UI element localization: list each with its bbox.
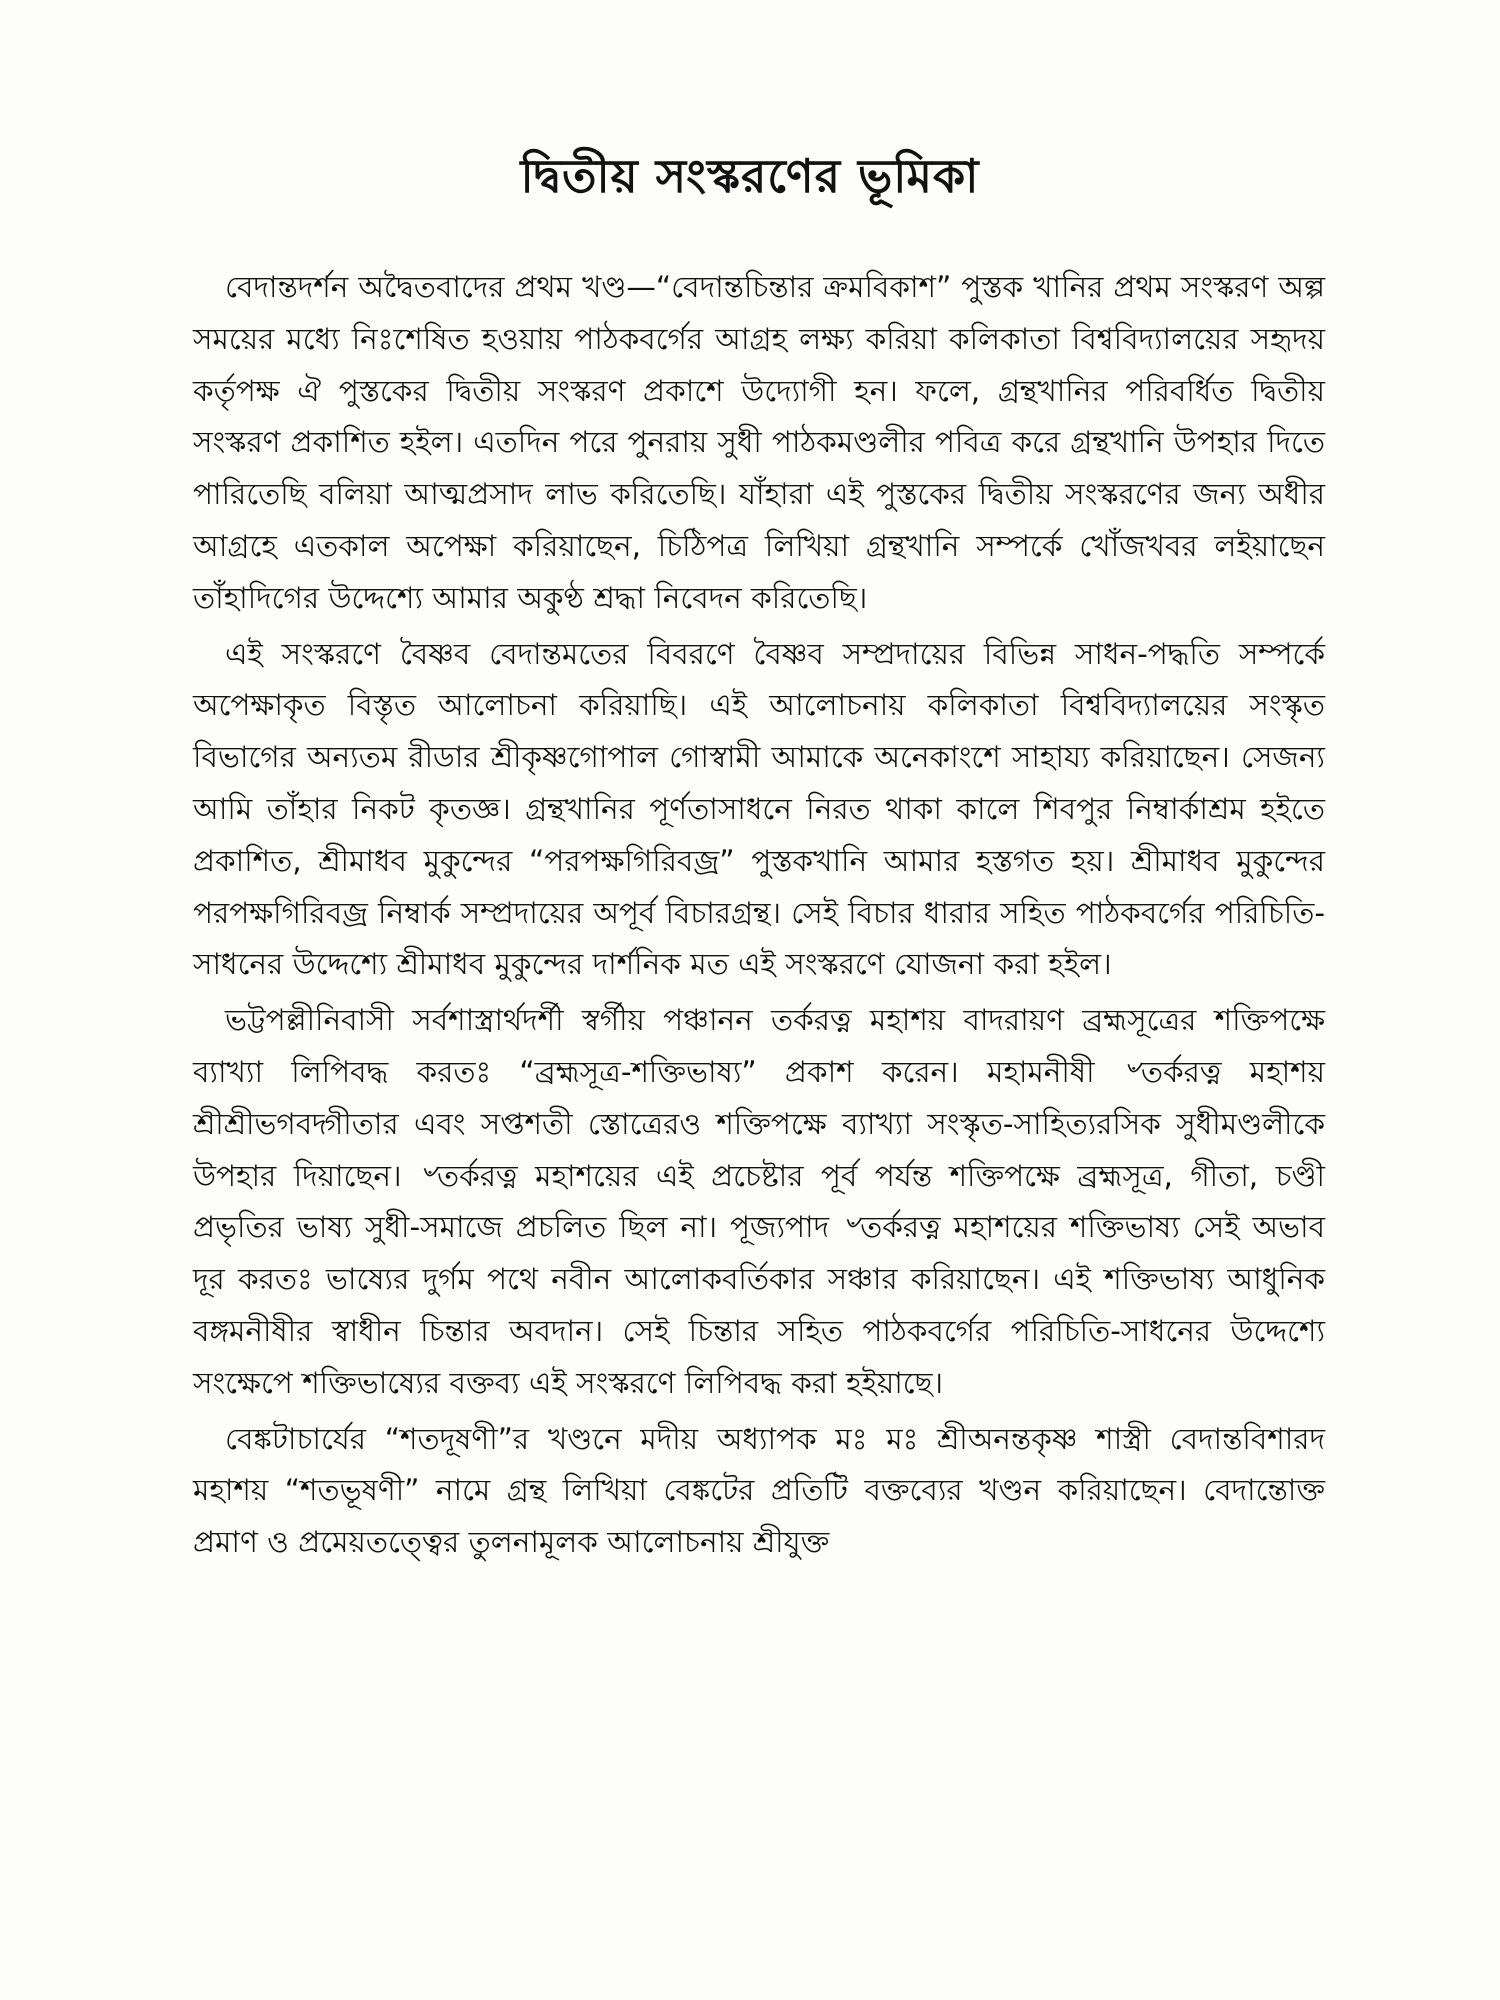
page-title: দ্বিতীয় সংস্করণের ভূমিকা <box>520 149 980 203</box>
body-text <box>193 262 1325 1573</box>
paragraph-1: বেদান্তদর্শন অদ্বৈতবাদের প্রথম খণ্ড—“বেদান্তচিন্তার ক্রমবিকাশ” পুস্তক খানির প্রথম সংস্করণ অল্প সময়ের মধ্যে নিঃশেষিত হওয়ায় পাঠকবর্গের আগ্রহ লক্ষ্য করিয়া কলিকাতা বিশ্ববিদ্যালয়ের সহৃদয় কর্তৃপক্ষ ঐ পুস্তকের দ্বিতীয় সংস্করণ প্রকাশে উদ্যোগী হন। ফলে, গ্রন্থখানির পরিবর্ধিত দ্বিতীয় সংস্করণ প্রকাশিত হইল। এতদিন পরে পুনরায় সুধী পাঠকমণ্ডলীর পবিত্র করে গ্রন্থখানি উপহার দিতে পারিতেছি বলিয়া আত্মপ্রসাদ লাভ করিতেছি। যাঁহারা এই পুস্তকের দ্বিতীয় সংস্করণের জন্য অধীর আগ্রহে এতকাল অপেক্ষা করিয়াছেন, চিঠিপত্র লিখিয়া গ্রন্থখানি সম্পর্কে খোঁজখবর লইয়াছেন তাঁহাদিগের উদ্দেশ্যে আমার অকুণ্ঠ শ্রদ্ধা নিবেদন করিতেছি। <box>193 270 1325 615</box>
paragraph-2: এই সংস্করণে বৈষ্ণব বেদান্তমতের বিবরণে বৈষ্ণব সম্প্রদায়ের বিভিন্ন সাধন-পদ্ধতি সম্পর্কে অপেক্ষাকৃত বিস্তৃত আলোচনা করিয়াছি। এই আলোচনায় কলিকাতা বিশ্ববিদ্যালয়ের সংস্কৃত বিভাগের অন্যতম রীডার শ্রীকৃষ্ণগোপাল গোস্বামী আমাকে অনেকাংশে সাহায্য করিয়াছেন। সেজন্য আমি তাঁহার নিকট কৃতজ্ঞ। গ্রন্থখানির পূর্ণতাসাধনে নিরত থাকা কালে শিবপুর নিম্বার্কাশ্রম হইতে প্রকাশিত, শ্রীমাধব মুকুন্দের “পরপক্ষগিরিবজ্র” পুস্তকখানি আমার হস্তগত হয়। শ্রীমাধব মুকুন্দের পরপক্ষগিরিবজ্র নিম্বার্ক সম্প্রদায়ের অপূর্ব বিচারগ্রন্থ। সেই বিচার ধারার সহিত পাঠকবর্গের পরিচিতি-সাধনের উদ্দেশ্যে শ্রীমাধব মুকুন্দের দার্শনিক মত এই সংস্করণে যোজনা করা হইল। <box>193 636 1325 982</box>
paragraph-4: বেঙ্কটাচার্যের “শতদূষণী”র খণ্ডনে মদীয় অধ্যাপক মঃ মঃ শ্রীঅনন্তকৃষ্ণ শাস্ত্রী বেদান্তবিশারদ মহাশয় “শতভূষণী” নামে গ্রন্থ লিখিয়া বেঙ্কটের প্রতিটি বক্তব্যের খণ্ডন করিয়াছেন। বেদান্তোক্ত প্রমাণ ও প্রমেয়তত্ত্বের তুলনামূলক আলোচনায় শ্রীযুক্ত <box>193 1421 1325 1560</box>
paragraph-3: ভট্টপল্লীনিবাসী সর্বশাস্ত্রার্থদর্শী স্বর্গীয় পঞ্চানন তর্করত্ন মহাশয় বাদরায়ণ ব্রহ্মসূত্রের শক্তিপক্ষে ব্যাখ্যা লিপিবদ্ধ করতঃ “ব্রহ্মসূত্র-শক্তিভাষ্য” প্রকাশ করেন। মহামনীষী ৺তর্করত্ন মহাশয় শ্রীশ্রীভগবদ্গীতার এবং সপ্তশতী স্তোত্রেরও শক্তিপক্ষে ব্যাখ্যা সংস্কৃত-সাহিত্যরসিক সুধীমণ্ডলীকে উপহার দিয়াছেন। ৺তর্করত্ন মহাশয়ের এই প্রচেষ্টার পূর্ব পর্যন্ত শক্তিপক্ষে ব্রহ্মসূত্র, গীতা, চণ্ডী প্রভৃতির ভাষ্য সুধী-সমাজে প্রচলিত ছিল না। পূজ্যপাদ ৺তর্করত্ন মহাশয়ের শক্তিভাষ্য সেই অভাব দূর করতঃ ভাষ্যের দুর্গম পথে নবীন আলোকবর্তিকার সঞ্চার করিয়াছেন। এই শক্তিভাষ্য আধুনিক বঙ্গমনীষীর স্বাধীন চিন্তার অবদান। সেই চিন্তার সহিত পাঠকবর্গের পরিচিতি-সাধনের উদ্দেশ্যে সংক্ষেপে শক্তিভাষ্যের বক্তব্য এই সংস্করণে লিপিবদ্ধ করা হইয়াছে। <box>193 1003 1325 1400</box>
